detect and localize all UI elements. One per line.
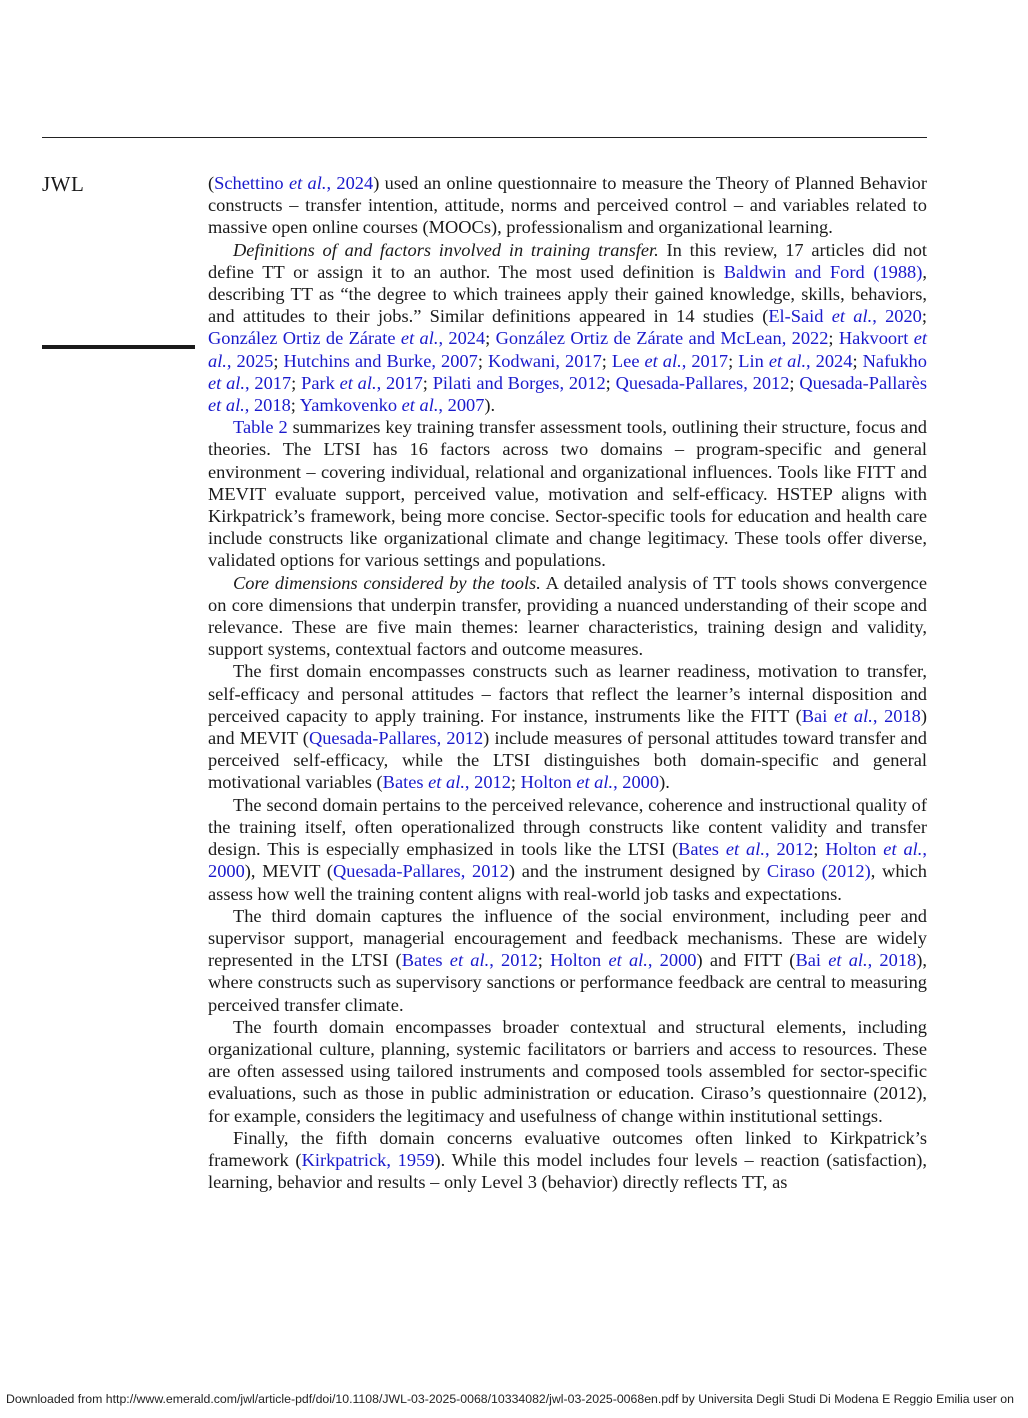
text-run: The fourth domain encompasses broader contextual and structural elements, including organizational culture, planning, systemic facilitators or barriers and access to resources. These are often assessed using tailored instruments and composed tools assembled for sector-specific evaluations, such as those in public administration or education. Ciraso’s questionnaire (2012), for example, considers the legitimacy and usefulness of change within institutional settings. [208,1016,927,1126]
citation-link[interactable]: et al. [428,772,465,793]
paragraph [208,416,927,571]
article-body [208,172,927,1193]
text-run: ). While this model includes four levels – reaction (satisfaction), learning, behavior and results – only Level 3 (behavior) directly reflects TT, as [208,1149,927,1193]
paragraph [208,905,927,1016]
citation-link[interactable]: El-Said [768,306,832,327]
citation-link[interactable]: Lin [738,350,769,371]
citation-link[interactable]: Quesada-Pallarès [799,372,927,393]
citation-link[interactable]: , 2012 [489,950,538,971]
download-footer: Downloaded from http://www.emerald.com/jwl/article-pdf/doi/10.1108/JWL-03-2025-0068/10334082/jwl-03-2025-0068en.pdf by Universita Degli Studi Di Modena E Reggio Emilia user on [6,1392,1014,1406]
paragraph [208,572,927,661]
citation-link[interactable]: et al. [725,839,765,860]
citation-link[interactable]: , 2017 [376,372,423,393]
text-run: ; [813,839,826,860]
citation-link[interactable]: Schettino [214,173,289,193]
citation-link[interactable]: Baldwin and Ford (1988) [723,261,923,282]
paragraph [208,660,927,793]
citation-link[interactable]: et al. [831,306,873,327]
citation-link[interactable]: et al. [208,372,245,393]
citation-link[interactable]: et al. [608,950,648,971]
citation-link[interactable]: González Ortiz de Zárate and McLean, 2022 [495,328,829,349]
text-run: ). [484,395,496,416]
citation-link[interactable]: et al. [208,328,927,371]
paragraph [208,1016,927,1127]
citation-link[interactable]: Kirkpatrick, 1959 [301,1149,435,1170]
citation-link[interactable]: , 2017 [681,350,729,371]
citation-link[interactable]: Bates [382,772,429,793]
citation-link[interactable]: , 2017 [244,372,292,393]
citation-link[interactable]: , 2018 [244,395,291,416]
citation-link[interactable]: Table 2 [233,417,288,438]
citation-link[interactable]: Kodwani, 2017 [487,350,602,371]
text-run: ; [605,372,616,393]
citation-link[interactable]: et al. [833,705,873,726]
margin-rule [42,345,195,349]
citation-link[interactable]: Holton [825,839,884,860]
citation-link[interactable]: Bai [801,705,834,726]
citation-link[interactable]: , 2024 [326,173,374,193]
citation-link[interactable]: , 2020 [872,306,922,327]
text-run: summarizes key training transfer assessment tools, outlining their structure, focus and theories. The LTSI has 16 factors across two domains – program-specific and general environment – covering individual, relational and organizational influences. Tools like FITT and MEVIT evaluate support, perceived value, motivation and self-efficacy. HSTEP aligns with Kirkpatrick’s framework, being more concise. Sector-specific tools for education and health care include constructs like organizational climate and change legitimacy. These tools offer diverse, validated options for various settings and populations. [208,417,927,571]
citation-link[interactable]: et al. [449,950,490,971]
citation-link[interactable]: , 2018 [867,950,917,971]
citation-link[interactable]: Ciraso (2012) [766,861,871,882]
citation-link[interactable]: , 2024 [806,350,853,371]
text-run: The second domain pertains to the perceived relevance, coherence and instructional quality of the training itself, often operationalized through constructs like content validity and transfer design. This is especially emphasized in tools like the LTSI ( [208,794,927,860]
header-rule [42,137,927,138]
text-run: ) include measures of personal attitudes toward transfer and perceived self-efficacy, while the LTSI distinguishes both domain-specific and general motivational variables ( [208,728,927,793]
text-run: ; [477,350,488,371]
citation-link[interactable]: Bai [795,950,829,971]
text-run: , describing TT as “the degree to which trainees apply their gained knowledge, skills, behaviors, and attitudes to their jobs.” Similar definitions appeared in 14 studies ( [208,261,927,327]
citation-link[interactable]: et al. [576,772,614,793]
text-run: ; [273,350,284,371]
citation-link[interactable]: et al. [288,173,327,193]
citation-link[interactable]: et al. [401,395,439,416]
text-run: ; [828,328,839,349]
citation-link[interactable]: Hutchins and Burke, 2007 [283,350,478,371]
section-heading: Definitions of and factors involved in training transfer. [233,239,659,260]
paragraph [208,172,927,239]
citation-link[interactable]: Quesada-Pallares, 2012 [333,861,509,882]
text-run: ; [290,395,300,416]
text-run: ) used an online questionnaire to measure the Theory of Planned Behavior constructs – transfer intention, attitude, norms and perceived control – and variables related to massive open online courses (MOOCs), professionalism and organizational learning. [208,173,927,238]
text-run: , which assess how well the training content aligns with real-world job tasks and expectations. [208,861,927,904]
text-run: ; [601,350,612,371]
citation-link[interactable]: González Ortiz de Zárate [208,328,401,349]
citation-link[interactable]: , 2000 [613,772,660,793]
citation-link[interactable]: , 2000 [647,950,697,971]
citation-link[interactable]: , 2012 [764,839,814,860]
text-run: ; [728,350,739,371]
paragraph [208,239,927,417]
citation-link[interactable]: Quesada-Pallares, 2012 [308,728,484,749]
citation-link[interactable]: , 2007 [438,395,485,416]
citation-link[interactable]: et al. [644,350,682,371]
citation-link[interactable]: , 2025 [226,350,274,371]
citation-link[interactable]: Hakvoort [838,328,914,349]
citation-link[interactable]: , 2024 [438,328,486,349]
citation-link[interactable]: et al. [768,350,807,371]
text-run: The first domain encompasses constructs such as learner readiness, motivation to transfer, self-efficacy and personal attitudes – factors that reflect the learner’s internal disposition and perceived capacity to apply training. For instance, instruments like the FITT ( [208,661,927,726]
citation-link[interactable]: , 2000 [208,839,927,882]
citation-link[interactable]: Bates [678,839,726,860]
citation-link[interactable]: et al. [400,328,439,349]
text-run: ; [291,372,302,393]
text-run: The third domain captures the influence of the social environment, including peer and supervisor support, managerial encouragement and feedback mechanisms. These are widely represented in the LTSI ( [208,905,927,971]
text-run: ; [485,328,496,349]
text-run: ) and MEVIT ( [208,705,927,749]
text-run: ; [921,306,927,327]
text-run: ; [789,372,800,393]
citation-link[interactable]: Holton [520,772,577,793]
citation-link[interactable]: Holton [550,950,609,971]
text-run: A detailed analysis of TT tools shows convergence on core dimensions that underpin transfer, providing a nuanced understanding of their scope and relevance. These are five main themes: learner characteristics, training design and validity, support systems, contextual factors and outcome measures. [208,572,928,660]
citation-link[interactable]: , 2018 [872,705,921,726]
citation-link[interactable]: Lee [611,350,645,371]
text-run: ). [659,772,670,793]
citation-link[interactable]: Yamkovenko [299,395,402,416]
text-run: ), where constructs such as supervisory sanctions or performance feedback are central to measuring perceived transfer climate. [208,950,927,1015]
citation-link[interactable]: Pilati and Borges, 2012 [432,372,606,393]
text-run: ; [537,950,551,971]
paragraph [208,1127,927,1194]
text-run: ( [208,173,215,193]
text-run: ), MEVIT ( [244,861,334,882]
citation-link[interactable]: et al. [828,950,868,971]
citation-link[interactable]: Quesada-Pallares, 2012 [615,372,790,393]
citation-link[interactable]: et al. [339,372,377,393]
paragraph [208,794,927,905]
citation-link[interactable]: Bates [401,950,450,971]
text-run: ; [422,372,433,393]
citation-link[interactable]: Park [301,372,340,393]
citation-link[interactable]: , 2012 [464,772,511,793]
citation-link[interactable]: Nafukho [862,350,927,371]
text-run: ; [510,772,521,793]
text-run: In this review, 17 articles did not define TT or assign it to an author. The most used definition is [208,239,927,282]
text-run: ) and FITT ( [696,950,796,971]
text-run: Finally, the fifth domain concerns evaluative outcomes often linked to Kirkpatrick’s framework ( [208,1127,927,1170]
section-heading: Core dimensions considered by the tools. [233,572,541,593]
citation-link[interactable]: et al. [883,839,923,860]
citation-link[interactable]: et al. [208,395,245,416]
running-head: JWL [42,172,85,196]
text-run: ; [852,350,863,371]
text-run: ) and the instrument designed by [508,861,767,882]
